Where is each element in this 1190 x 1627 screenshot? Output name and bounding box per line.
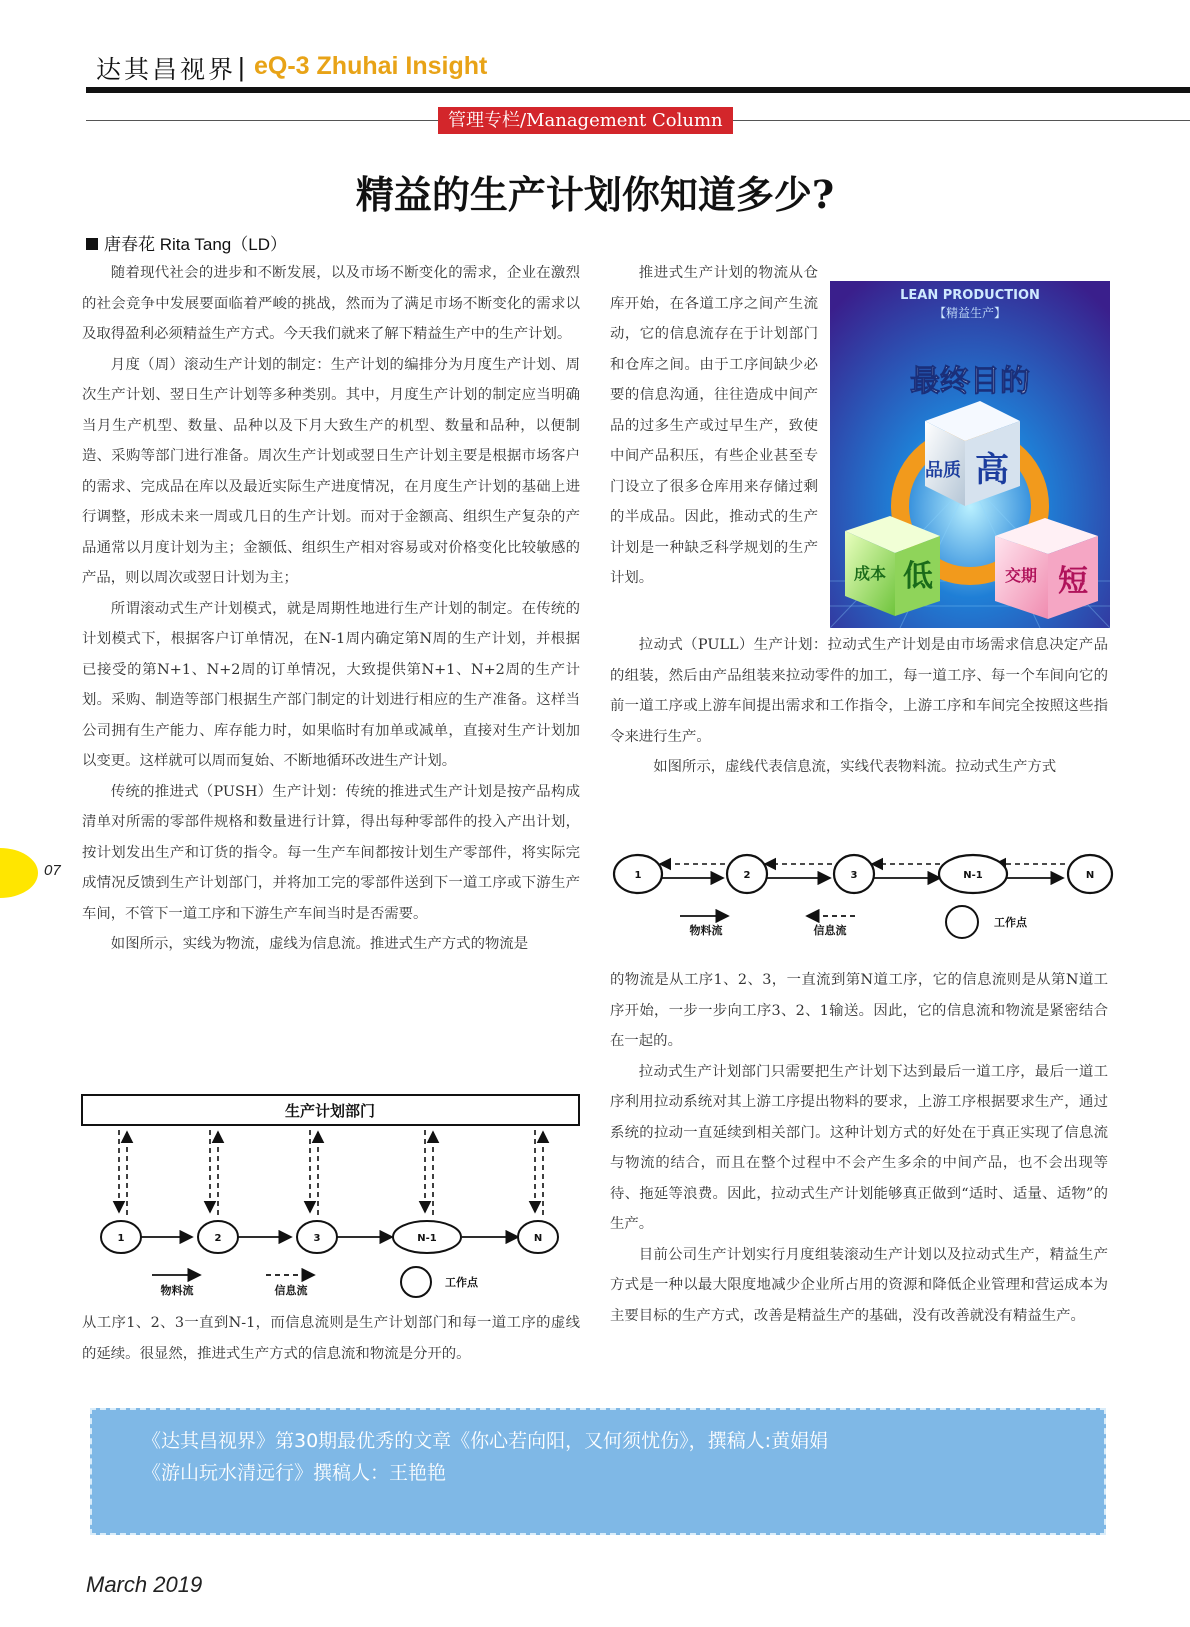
article-title: 精益的生产计划你知道多少? — [355, 172, 835, 217]
column-tag: 管理专栏/Management Column — [438, 107, 733, 134]
pull-diagram — [610, 850, 1115, 950]
bullet-square-icon — [86, 238, 98, 250]
left-column-end — [82, 1308, 580, 1369]
legend-info-flow: 信息流 — [274, 1284, 308, 1297]
push-node-2: 2 — [214, 1233, 222, 1244]
header-separator: | — [238, 52, 245, 82]
cost-cube — [845, 516, 940, 616]
legend-station: 工作点 — [994, 916, 1027, 929]
author: 唐春花 Rita Tang（LD） — [104, 235, 287, 254]
paragraph: 的物流是从工序1、2、3，一直流到第N道工序，它的信息流则是从第N道工序开始，一步一步向工序3、2、1输送。因此，它的信息流和物流是紧密结合在一起的。 — [610, 972, 1108, 1049]
page-number-tab — [0, 848, 38, 898]
quality-cube — [925, 401, 1020, 506]
pull-node-2: 2 — [743, 870, 751, 881]
lean-quality: 品质 — [925, 460, 961, 481]
lean-cost-big: 低 — [903, 559, 933, 594]
legend-info-flow: 信息流 — [813, 924, 847, 937]
lean-quality-big: 高 — [975, 450, 1009, 490]
lean-delivery: 交期 — [1004, 566, 1038, 585]
magazine-name-en: eQ-3 Zhuhai Insight — [254, 52, 488, 80]
lean-heading: LEAN PRODUCTION — [900, 288, 1040, 303]
paragraph: 传统的推进式（PUSH）生产计划：传统的推进式生产计划是按产品构成清单对所需的零部件规格和数量进行计算，得出每种零部件的投入产出计划，按计划发出生产和订货的指令。每一生产车间都按计划生产零部件，将实际完成情况反馈到生产计划部门，并将加工完的零部件送到下一道工序或下游生产车间，不管下一道工序和下游生产车间当时是否需要。 — [82, 783, 580, 922]
legend-material-flow: 物料流 — [160, 1284, 194, 1297]
footer-line-1: 《达其昌视界》第30期最优秀的文章《你心若向阳，又何须忧伤》，撰稿人:黄娟娟 — [142, 1430, 829, 1452]
paragraph: 如图所示，虚线代表信息流，实线代表物料流。拉动式生产方式 — [653, 759, 1057, 775]
pull-node-n: N — [1085, 870, 1095, 881]
paragraph: 月度（周）滚动生产计划的制定：生产计划的编排分为月度生产计划、周次生产计划、翌日生产计划等多种类别。其中，月度生产计划的制定应当明确当月生产机型、数量、品种以及下月大致生产的机型、数量和品种，以便制造、采购等部门进行准备。周次生产计划或翌日生产计划主要是根据市场客户的需求、完成品在库以及最近实际生产进度情况，在月度生产计划的基础上进行调整，形成未来一周或几日的生产计划。而对于金额高、组织生产复杂的产品通常以月度计划为主；金额低、组织生产相对容易或对价格变化比较敏感的产品，则以周次或翌日计划为主； — [82, 356, 580, 586]
push-node-n-1: N-1 — [417, 1233, 437, 1244]
planning-dept-label: 生产计划部门 — [284, 1102, 376, 1120]
push-diagram — [80, 1090, 585, 1305]
lean-production-image — [830, 281, 1110, 628]
page-number: 07 — [44, 862, 61, 879]
legend-station: 工作点 — [445, 1276, 478, 1289]
paragraph: 从工序1、2、3一直到N-1，而信息流则是生产计划部门和每一道工序的虚线的延续。很显然，推进式生产方式的信息流和物流是分开的。 — [82, 1315, 580, 1362]
right-column-pull — [610, 630, 1108, 783]
pull-node-1: 1 — [634, 870, 642, 881]
legend-material-flow: 物料流 — [689, 924, 723, 937]
left-column — [82, 258, 580, 960]
delivery-cube — [995, 518, 1098, 619]
paragraph: 目前公司生产计划实行月度组装滚动生产计划以及拉动式生产，精益生产方式是一种以最大限度地减少企业所占用的资源和降低企业管理和营运成本为主要目标的生产方式，改善是精益生产的基础，没有改善就没有精益生产。 — [610, 1246, 1108, 1324]
magazine-name-cn: 达其昌视界 — [96, 55, 237, 84]
right-wrap-column — [610, 258, 818, 594]
push-node-3: 3 — [313, 1233, 321, 1244]
lean-goal: 最终目的 — [910, 364, 1030, 399]
paragraph: 拉动式生产计划部门只需要把生产计划下达到最后一道工序，最后一道工序利用拉动系统对其上游工序提出物料的要求，上游工序根据要求生产，通过系统的拉动一直延续到相关部门。这种计划方式的好处在于真正实现了信息流与物流的结合，而且在整个过程中不会产生多余的中间产品，也不会出现等待、拖延等浪费。因此，拉动式生产计划能够真正做到“适时、适量、适物”的生产。 — [610, 1063, 1108, 1232]
pull-node-3: 3 — [850, 870, 858, 881]
lean-delivery-big: 短 — [1058, 564, 1088, 599]
header-rule — [86, 87, 1190, 93]
push-node-1: 1 — [117, 1233, 125, 1244]
paragraph: 推进式生产计划的物流从仓库开始，在各道工序之间产生流动，它的信息流存在于计划部门和仓库之间。由于工序间缺少必要的信息沟通，往往造成中间产品的过多生产或过早生产，致使中间产品积压，有些企业甚至专门设立了很多仓库用来存储过剩的半成品。因此，推动式的生产计划是一种缺乏科学规划的生产计划。 — [610, 265, 818, 586]
issue-date: March 2019 — [86, 1572, 203, 1597]
paragraph: 随着现代社会的进步和不断发展，以及市场不断变化的需求，企业在激烈的社会竞争中发展要面临着严峻的挑战，然而为了满足市场不断变化的需求以及取得盈利必须精益生产方式。今天我们就来了解下精益生产中的生产计划。 — [82, 265, 580, 342]
lean-cost: 成本 — [853, 564, 887, 583]
pull-node-n-1: N-1 — [963, 870, 983, 881]
push-node-n: N — [533, 1233, 543, 1244]
paragraph: 拉动式（PULL）生产计划：拉动式生产计划是由市场需求信息决定产品的组装，然后由产品组装来拉动零件的加工，每一道工序、每一个车间向它的前一道工序或上游车间提出需求和工作指令，上游工序和车间完全按照这些指令来进行生产。 — [610, 637, 1108, 745]
paragraph: 如图所示，实线为物流，虚线为信息流。推进式生产方式的物流是 — [110, 936, 529, 952]
paragraph: 所谓滚动式生产计划模式，就是周期性地进行生产计划的制定。在传统的计划模式下，根据客户订单情况，在N-1周内确定第N周的生产计划，并根据已接受的第N+1、N+2周的订单情况，大致提供第N+1、N+2周的生产计划。采购、制造等部门根据生产部门制定的计划进行相应的生产准备。这样当公司拥有生产能力、库存能力时，如果临时有加单或减单，直接对生产计划加以变更。这样就可以周而复始、不断地循环改进生产计划。 — [82, 600, 580, 769]
byline — [86, 230, 287, 255]
lean-heading-cn: 【精益生产】 — [933, 306, 1007, 320]
footer-line-2: 《游山玩水清远行》撰稿人：王艳艳 — [142, 1462, 447, 1484]
right-column-end — [610, 965, 1108, 1331]
